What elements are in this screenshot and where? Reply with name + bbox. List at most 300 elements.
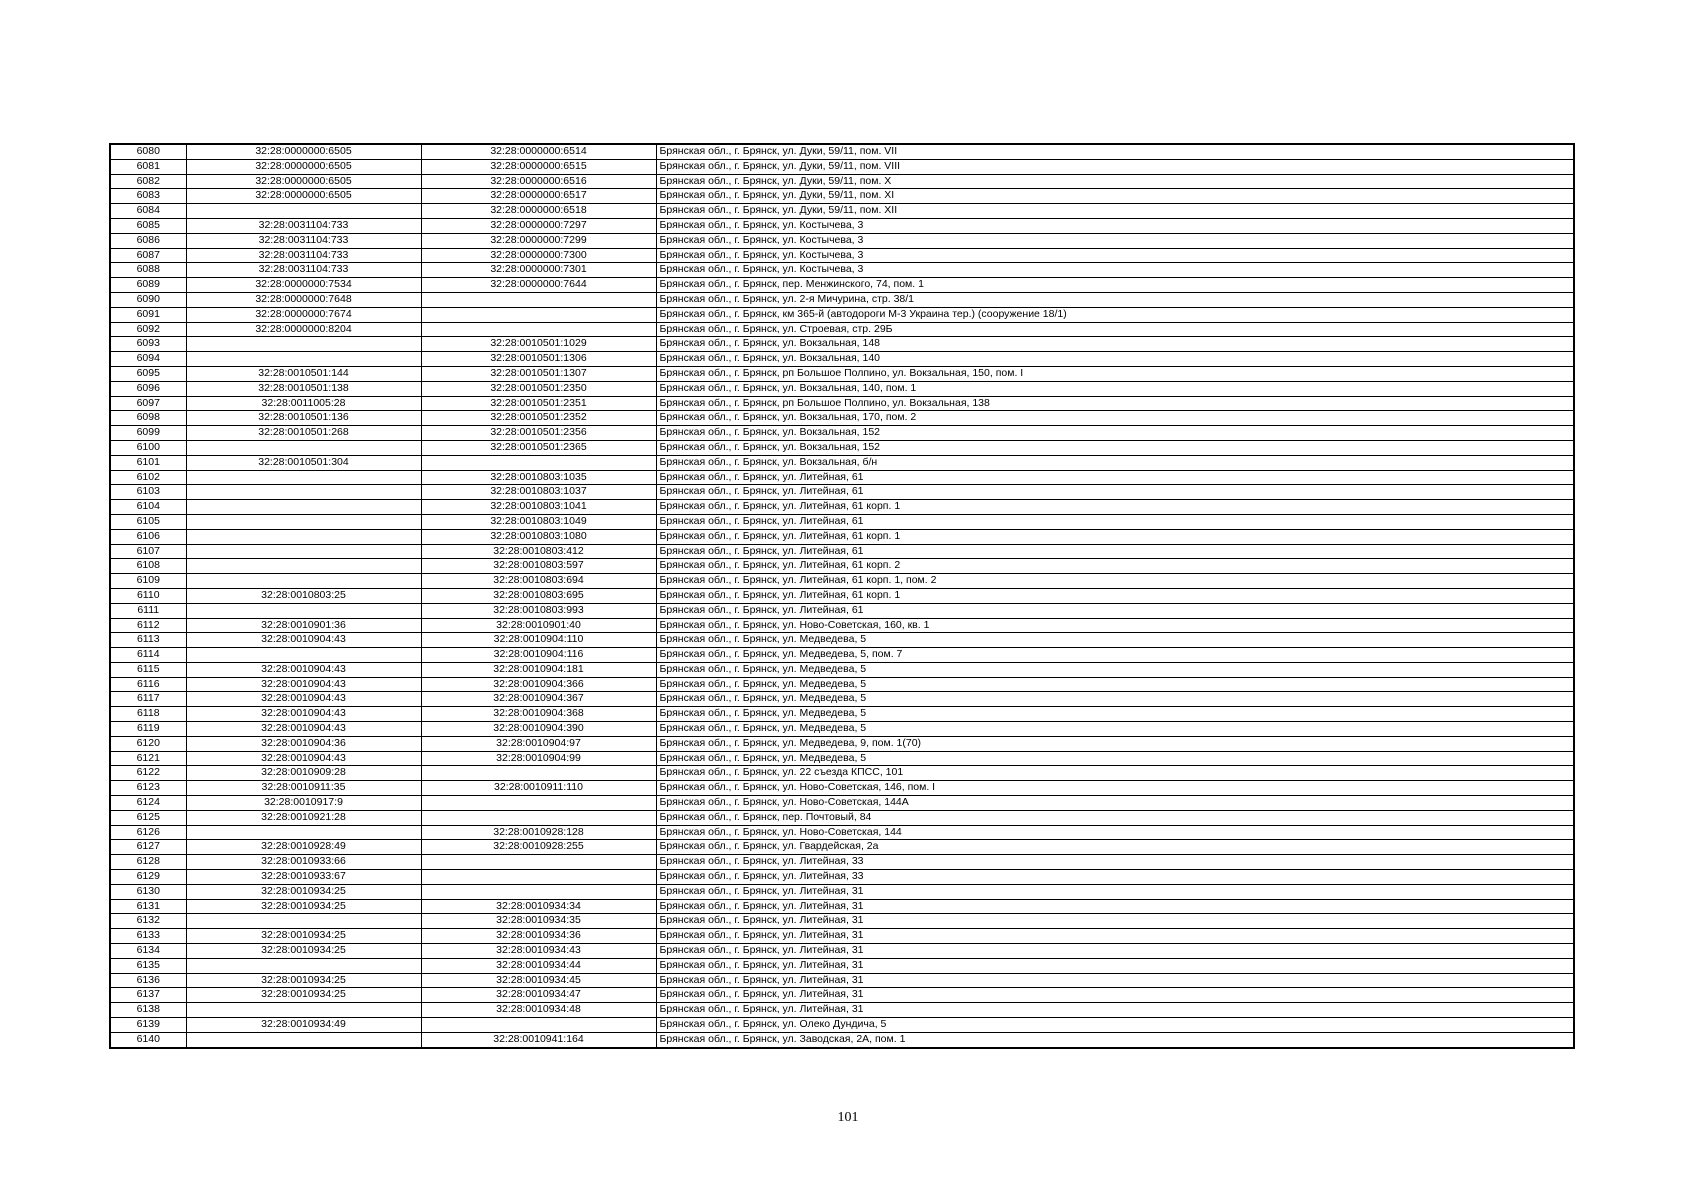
row-number-cell: 6131 bbox=[110, 899, 186, 914]
table-row bbox=[110, 810, 1574, 825]
row-number-cell: 6094 bbox=[110, 352, 186, 367]
object-cadastral-number-cell: 32:28:0010901:40 bbox=[421, 618, 656, 633]
object-cadastral-number-cell bbox=[421, 855, 656, 870]
cadastral-number-cell: 32:28:0010904:43 bbox=[186, 722, 421, 737]
row-number-cell: 6127 bbox=[110, 840, 186, 855]
row-number-cell: 6119 bbox=[110, 722, 186, 737]
cadastral-number-cell bbox=[186, 529, 421, 544]
object-cadastral-number-cell: 32:28:0000000:7644 bbox=[421, 278, 656, 293]
cadastral-number-cell: 32:28:0010501:138 bbox=[186, 381, 421, 396]
row-number-cell: 6134 bbox=[110, 944, 186, 959]
address-cell: Брянская обл., г. Брянск, пер. Почтовый, 84 bbox=[656, 810, 1574, 825]
row-number-cell: 6103 bbox=[110, 485, 186, 500]
address-cell: Брянская обл., г. Брянск, ул. Ново-Советская, 144А bbox=[656, 796, 1574, 811]
address-cell: Брянская обл., г. Брянск, ул. Литейная, 61 корп. 1 bbox=[656, 588, 1574, 603]
cadastral-number-cell: 32:28:0031104:733 bbox=[186, 248, 421, 263]
row-number-cell: 6109 bbox=[110, 574, 186, 589]
table-row bbox=[110, 588, 1574, 603]
object-cadastral-number-cell: 32:28:0010501:2350 bbox=[421, 381, 656, 396]
table-row bbox=[110, 603, 1574, 618]
table-row bbox=[110, 144, 1574, 159]
address-cell: Брянская обл., г. Брянск, ул. Литейная, 61 bbox=[656, 544, 1574, 559]
cadastral-number-cell: 32:28:0000000:7648 bbox=[186, 292, 421, 307]
row-number-cell: 6100 bbox=[110, 440, 186, 455]
object-cadastral-number-cell: 32:28:0010501:1029 bbox=[421, 337, 656, 352]
address-cell: Брянская обл., г. Брянск, ул. Литейная, 61 bbox=[656, 514, 1574, 529]
page-number: 101 bbox=[837, 1110, 859, 1125]
cadastral-number-cell bbox=[186, 440, 421, 455]
object-cadastral-number-cell: 32:28:0010904:390 bbox=[421, 722, 656, 737]
object-cadastral-number-cell: 32:28:0010904:110 bbox=[421, 633, 656, 648]
cadastral-number-cell bbox=[186, 574, 421, 589]
cadastral-number-cell bbox=[186, 648, 421, 663]
table-row bbox=[110, 470, 1574, 485]
address-cell: Брянская обл., г. Брянск, ул. Литейная, 31 bbox=[656, 988, 1574, 1003]
object-cadastral-number-cell: 32:28:0010934:43 bbox=[421, 944, 656, 959]
address-cell: Брянская обл., г. Брянск, ул. Литейная, 33 bbox=[656, 855, 1574, 870]
object-cadastral-number-cell: 32:28:0000000:7299 bbox=[421, 233, 656, 248]
table-row bbox=[110, 692, 1574, 707]
address-cell: Брянская обл., г. Брянск, ул. Медведева, 5 bbox=[656, 692, 1574, 707]
table-row bbox=[110, 559, 1574, 574]
row-number-cell: 6110 bbox=[110, 588, 186, 603]
cadastral-number-cell: 32:28:0010501:268 bbox=[186, 426, 421, 441]
row-number-cell: 6088 bbox=[110, 263, 186, 278]
row-number-cell: 6135 bbox=[110, 958, 186, 973]
address-cell: Брянская обл., г. Брянск, ул. Строевая, стр. 29Б bbox=[656, 322, 1574, 337]
address-cell: Брянская обл., г. Брянск, рп Большое Полпино, ул. Вокзальная, 150, пом. I bbox=[656, 366, 1574, 381]
table-row bbox=[110, 648, 1574, 663]
object-cadastral-number-cell: 32:28:0010803:1049 bbox=[421, 514, 656, 529]
cadastral-number-cell: 32:28:0010904:43 bbox=[186, 751, 421, 766]
object-cadastral-number-cell bbox=[421, 766, 656, 781]
object-cadastral-number-cell bbox=[421, 796, 656, 811]
address-cell: Брянская обл., г. Брянск, ул. Вокзальная, 140, пом. 1 bbox=[656, 381, 1574, 396]
address-cell: Брянская обл., г. Брянск, ул. Медведева, 5 bbox=[656, 662, 1574, 677]
row-number-cell: 6129 bbox=[110, 870, 186, 885]
row-number-cell: 6115 bbox=[110, 662, 186, 677]
table-row bbox=[110, 455, 1574, 470]
table-row bbox=[110, 722, 1574, 737]
address-cell: Брянская обл., г. Брянск, ул. Заводская, 2А, пом. 1 bbox=[656, 1032, 1574, 1047]
row-number-cell: 6114 bbox=[110, 648, 186, 663]
table-row bbox=[110, 958, 1574, 973]
row-number-cell: 6117 bbox=[110, 692, 186, 707]
row-number-cell: 6123 bbox=[110, 781, 186, 796]
table-row bbox=[110, 366, 1574, 381]
address-cell: Брянская обл., г. Брянск, ул. Медведева, 5 bbox=[656, 751, 1574, 766]
table-row bbox=[110, 411, 1574, 426]
row-number-cell: 6090 bbox=[110, 292, 186, 307]
cadastral-number-cell: 32:28:0010904:43 bbox=[186, 633, 421, 648]
table-row bbox=[110, 189, 1574, 204]
object-cadastral-number-cell: 32:28:0000000:6515 bbox=[421, 159, 656, 174]
object-cadastral-number-cell: 32:28:0010803:694 bbox=[421, 574, 656, 589]
table-row bbox=[110, 870, 1574, 885]
address-cell: Брянская обл., г. Брянск, ул. Литейная, 33 bbox=[656, 870, 1574, 885]
address-cell: Брянская обл., г. Брянск, ул. Костычева, 3 bbox=[656, 248, 1574, 263]
table-row bbox=[110, 500, 1574, 515]
cadastral-number-cell: 32:28:0010934:25 bbox=[186, 988, 421, 1003]
address-cell: Брянская обл., г. Брянск, ул. Литейная, 61 корп. 2 bbox=[656, 559, 1574, 574]
cadastral-number-cell bbox=[186, 603, 421, 618]
object-cadastral-number-cell: 32:28:0010501:1307 bbox=[421, 366, 656, 381]
object-cadastral-number-cell: 32:28:0010934:35 bbox=[421, 914, 656, 929]
cadastral-number-cell: 32:28:0000000:7534 bbox=[186, 278, 421, 293]
cadastral-number-cell: 32:28:0010904:43 bbox=[186, 707, 421, 722]
object-cadastral-number-cell: 32:28:0010934:48 bbox=[421, 1003, 656, 1018]
cadastral-number-cell bbox=[186, 352, 421, 367]
object-cadastral-number-cell: 32:28:0010803:597 bbox=[421, 559, 656, 574]
row-number-cell: 6140 bbox=[110, 1032, 186, 1047]
table-row bbox=[110, 855, 1574, 870]
cadastral-number-cell: 32:28:0010501:304 bbox=[186, 455, 421, 470]
address-cell: Брянская обл., г. Брянск, ул. Медведева, 5 bbox=[656, 707, 1574, 722]
object-cadastral-number-cell: 32:28:0010904:181 bbox=[421, 662, 656, 677]
cadastral-number-cell bbox=[186, 514, 421, 529]
table-row bbox=[110, 204, 1574, 219]
table-row bbox=[110, 322, 1574, 337]
cadastral-number-cell: 32:28:0000000:6505 bbox=[186, 144, 421, 159]
object-cadastral-number-cell bbox=[421, 292, 656, 307]
row-number-cell: 6083 bbox=[110, 189, 186, 204]
object-cadastral-number-cell: 32:28:0000000:6517 bbox=[421, 189, 656, 204]
table-row bbox=[110, 766, 1574, 781]
cadastral-number-cell: 32:28:0031104:733 bbox=[186, 218, 421, 233]
row-number-cell: 6137 bbox=[110, 988, 186, 1003]
object-cadastral-number-cell: 32:28:0010803:695 bbox=[421, 588, 656, 603]
object-cadastral-number-cell: 32:28:0000000:6516 bbox=[421, 174, 656, 189]
cadastral-number-cell: 32:28:0031104:733 bbox=[186, 233, 421, 248]
cadastral-number-cell: 32:28:0011005:28 bbox=[186, 396, 421, 411]
row-number-cell: 6132 bbox=[110, 914, 186, 929]
row-number-cell: 6087 bbox=[110, 248, 186, 263]
object-cadastral-number-cell bbox=[421, 810, 656, 825]
table-row bbox=[110, 677, 1574, 692]
address-cell: Брянская обл., г. Брянск, ул. Литейная, 31 bbox=[656, 929, 1574, 944]
row-number-cell: 6101 bbox=[110, 455, 186, 470]
table-row bbox=[110, 514, 1574, 529]
table-row bbox=[110, 278, 1574, 293]
cadastral-number-cell: 32:28:0010909:28 bbox=[186, 766, 421, 781]
table-row bbox=[110, 381, 1574, 396]
row-number-cell: 6085 bbox=[110, 218, 186, 233]
cadastral-number-cell: 32:28:0010917:9 bbox=[186, 796, 421, 811]
address-cell: Брянская обл., г. Брянск, ул. Олеко Дундича, 5 bbox=[656, 1018, 1574, 1033]
row-number-cell: 6112 bbox=[110, 618, 186, 633]
object-cadastral-number-cell: 32:28:0010904:367 bbox=[421, 692, 656, 707]
cadastral-number-cell: 32:28:0031104:733 bbox=[186, 263, 421, 278]
address-cell: Брянская обл., г. Брянск, км 365-й (автодороги М-3 Украина тер.) (сооружение 18/1) bbox=[656, 307, 1574, 322]
row-number-cell: 6096 bbox=[110, 381, 186, 396]
cadastral-number-cell bbox=[186, 825, 421, 840]
object-cadastral-number-cell: 32:28:0010501:2365 bbox=[421, 440, 656, 455]
cadastral-number-cell bbox=[186, 1032, 421, 1047]
cadastral-number-cell bbox=[186, 337, 421, 352]
address-cell: Брянская обл., г. Брянск, ул. Вокзальная, 152 bbox=[656, 426, 1574, 441]
address-cell: Брянская обл., г. Брянск, ул. Литейная, 61 bbox=[656, 470, 1574, 485]
object-cadastral-number-cell: 32:28:0010803:412 bbox=[421, 544, 656, 559]
row-number-cell: 6082 bbox=[110, 174, 186, 189]
registry-table-body bbox=[110, 144, 1574, 1048]
cadastral-number-cell: 32:28:0010501:144 bbox=[186, 366, 421, 381]
object-cadastral-number-cell: 32:28:0010934:47 bbox=[421, 988, 656, 1003]
table-row bbox=[110, 1003, 1574, 1018]
row-number-cell: 6139 bbox=[110, 1018, 186, 1033]
row-number-cell: 6098 bbox=[110, 411, 186, 426]
row-number-cell: 6102 bbox=[110, 470, 186, 485]
row-number-cell: 6105 bbox=[110, 514, 186, 529]
address-cell: Брянская обл., г. Брянск, ул. Ново-Советская, 144 bbox=[656, 825, 1574, 840]
address-cell: Брянская обл., г. Брянск, пер. Менжинского, 74, пом. 1 bbox=[656, 278, 1574, 293]
object-cadastral-number-cell bbox=[421, 1018, 656, 1033]
row-number-cell: 6116 bbox=[110, 677, 186, 692]
address-cell: Брянская обл., г. Брянск, ул. Литейная, 61 bbox=[656, 603, 1574, 618]
address-cell: Брянская обл., г. Брянск, ул. Медведева, 5 bbox=[656, 677, 1574, 692]
table-row bbox=[110, 944, 1574, 959]
row-number-cell: 6106 bbox=[110, 529, 186, 544]
row-number-cell: 6121 bbox=[110, 751, 186, 766]
table-row bbox=[110, 396, 1574, 411]
table-row bbox=[110, 988, 1574, 1003]
row-number-cell: 6130 bbox=[110, 884, 186, 899]
object-cadastral-number-cell: 32:28:0010934:36 bbox=[421, 929, 656, 944]
table-row bbox=[110, 159, 1574, 174]
object-cadastral-number-cell: 32:28:0010934:44 bbox=[421, 958, 656, 973]
address-cell: Брянская обл., г. Брянск, ул. Вокзальная, б/н bbox=[656, 455, 1574, 470]
address-cell: Брянская обл., г. Брянск, ул. Вокзальная, 140 bbox=[656, 352, 1574, 367]
object-cadastral-number-cell bbox=[421, 455, 656, 470]
table-row bbox=[110, 1018, 1574, 1033]
address-cell: Брянская обл., г. Брянск, ул. Вокзальная, 152 bbox=[656, 440, 1574, 455]
object-cadastral-number-cell: 32:28:0010803:1041 bbox=[421, 500, 656, 515]
row-number-cell: 6138 bbox=[110, 1003, 186, 1018]
cadastral-number-cell: 32:28:0010934:25 bbox=[186, 973, 421, 988]
cadastral-number-cell: 32:28:0010904:43 bbox=[186, 692, 421, 707]
address-cell: Брянская обл., г. Брянск, ул. 2-я Мичурина, стр. 38/1 bbox=[656, 292, 1574, 307]
cadastral-number-cell bbox=[186, 559, 421, 574]
cadastral-number-cell: 32:28:0010934:25 bbox=[186, 929, 421, 944]
table-row bbox=[110, 174, 1574, 189]
address-cell: Брянская обл., г. Брянск, ул. Костычева, 3 bbox=[656, 218, 1574, 233]
address-cell: Брянская обл., г. Брянск, ул. Ново-Советская, 146, пом. I bbox=[656, 781, 1574, 796]
cadastral-number-cell: 32:28:0000000:8204 bbox=[186, 322, 421, 337]
object-cadastral-number-cell: 32:28:0000000:7301 bbox=[421, 263, 656, 278]
row-number-cell: 6124 bbox=[110, 796, 186, 811]
table-row bbox=[110, 248, 1574, 263]
row-number-cell: 6089 bbox=[110, 278, 186, 293]
address-cell: Брянская обл., г. Брянск, ул. Вокзальная, 148 bbox=[656, 337, 1574, 352]
row-number-cell: 6091 bbox=[110, 307, 186, 322]
cadastral-number-cell: 32:28:0010933:67 bbox=[186, 870, 421, 885]
object-cadastral-number-cell: 32:28:0010501:2356 bbox=[421, 426, 656, 441]
table-row bbox=[110, 485, 1574, 500]
address-cell: Брянская обл., г. Брянск, ул. Медведева, 5, пом. 7 bbox=[656, 648, 1574, 663]
registry-sheet bbox=[109, 143, 1573, 1049]
address-cell: Брянская обл., г. Брянск, ул. Литейная, 31 bbox=[656, 958, 1574, 973]
row-number-cell: 6086 bbox=[110, 233, 186, 248]
row-number-cell: 6128 bbox=[110, 855, 186, 870]
object-cadastral-number-cell bbox=[421, 307, 656, 322]
object-cadastral-number-cell: 32:28:0000000:7300 bbox=[421, 248, 656, 263]
table-row bbox=[110, 884, 1574, 899]
row-number-cell: 6104 bbox=[110, 500, 186, 515]
address-cell: Брянская обл., г. Брянск, ул. Костычева, 3 bbox=[656, 233, 1574, 248]
table-row bbox=[110, 633, 1574, 648]
table-row bbox=[110, 574, 1574, 589]
cadastral-number-cell bbox=[186, 544, 421, 559]
cadastral-number-cell: 32:28:0010928:49 bbox=[186, 840, 421, 855]
cadastral-number-cell bbox=[186, 958, 421, 973]
address-cell: Брянская обл., г. Брянск, ул. Вокзальная, 170, пом. 2 bbox=[656, 411, 1574, 426]
table-row bbox=[110, 840, 1574, 855]
address-cell: Брянская обл., г. Брянск, ул. Литейная, 31 bbox=[656, 899, 1574, 914]
table-row bbox=[110, 825, 1574, 840]
address-cell: Брянская обл., г. Брянск, ул. Гвардейская, 2а bbox=[656, 840, 1574, 855]
object-cadastral-number-cell: 32:28:0010904:97 bbox=[421, 736, 656, 751]
object-cadastral-number-cell: 32:28:0010803:1037 bbox=[421, 485, 656, 500]
row-number-cell: 6107 bbox=[110, 544, 186, 559]
table-row bbox=[110, 337, 1574, 352]
cadastral-number-cell: 32:28:0010934:25 bbox=[186, 944, 421, 959]
address-cell: Брянская обл., г. Брянск, ул. Костычева, 3 bbox=[656, 263, 1574, 278]
cadastral-number-cell bbox=[186, 1003, 421, 1018]
object-cadastral-number-cell bbox=[421, 884, 656, 899]
address-cell: Брянская обл., г. Брянск, ул. Дуки, 59/11, пом. VIII bbox=[656, 159, 1574, 174]
address-cell: Брянская обл., г. Брянск, ул. Дуки, 59/11, пом. VII bbox=[656, 144, 1574, 159]
object-cadastral-number-cell: 32:28:0010803:993 bbox=[421, 603, 656, 618]
table-row bbox=[110, 352, 1574, 367]
table-row bbox=[110, 796, 1574, 811]
cadastral-number-cell bbox=[186, 204, 421, 219]
row-number-cell: 6080 bbox=[110, 144, 186, 159]
address-cell: Брянская обл., г. Брянск, ул. Литейная, 31 bbox=[656, 914, 1574, 929]
object-cadastral-number-cell: 32:28:0000000:6518 bbox=[421, 204, 656, 219]
cadastral-number-cell: 32:28:0010921:28 bbox=[186, 810, 421, 825]
address-cell: Брянская обл., г. Брянск, ул. Литейная, 61 bbox=[656, 485, 1574, 500]
address-cell: Брянская обл., г. Брянск, ул. Литейная, 31 bbox=[656, 944, 1574, 959]
row-number-cell: 6097 bbox=[110, 396, 186, 411]
cadastral-number-cell bbox=[186, 485, 421, 500]
row-number-cell: 6093 bbox=[110, 337, 186, 352]
cadastral-number-cell: 32:28:0010501:136 bbox=[186, 411, 421, 426]
table-row bbox=[110, 218, 1574, 233]
row-number-cell: 6111 bbox=[110, 603, 186, 618]
address-cell: Брянская обл., г. Брянск, ул. Дуки, 59/11, пом. XII bbox=[656, 204, 1574, 219]
row-number-cell: 6095 bbox=[110, 366, 186, 381]
table-row bbox=[110, 292, 1574, 307]
table-row bbox=[110, 751, 1574, 766]
object-cadastral-number-cell: 32:28:0010904:116 bbox=[421, 648, 656, 663]
object-cadastral-number-cell: 32:28:0010928:128 bbox=[421, 825, 656, 840]
object-cadastral-number-cell: 32:28:0010904:366 bbox=[421, 677, 656, 692]
cadastral-number-cell: 32:28:0010904:43 bbox=[186, 662, 421, 677]
table-row bbox=[110, 662, 1574, 677]
row-number-cell: 6081 bbox=[110, 159, 186, 174]
object-cadastral-number-cell: 32:28:0010928:255 bbox=[421, 840, 656, 855]
object-cadastral-number-cell: 32:28:0000000:6514 bbox=[421, 144, 656, 159]
row-number-cell: 6120 bbox=[110, 736, 186, 751]
address-cell: Брянская обл., г. Брянск, ул. Медведева, 5 bbox=[656, 722, 1574, 737]
cadastral-number-cell bbox=[186, 470, 421, 485]
object-cadastral-number-cell bbox=[421, 322, 656, 337]
row-number-cell: 6133 bbox=[110, 929, 186, 944]
table-row bbox=[110, 263, 1574, 278]
cadastral-number-cell: 32:28:0010803:25 bbox=[186, 588, 421, 603]
object-cadastral-number-cell bbox=[421, 870, 656, 885]
cadastral-number-cell: 32:28:0010934:25 bbox=[186, 899, 421, 914]
address-cell: Брянская обл., г. Брянск, рп Большое Полпино, ул. Вокзальная, 138 bbox=[656, 396, 1574, 411]
cadastral-number-cell bbox=[186, 500, 421, 515]
registry-table bbox=[109, 143, 1575, 1049]
row-number-cell: 6113 bbox=[110, 633, 186, 648]
table-row bbox=[110, 781, 1574, 796]
cadastral-number-cell: 32:28:0010904:43 bbox=[186, 677, 421, 692]
table-row bbox=[110, 618, 1574, 633]
object-cadastral-number-cell: 32:28:0010941:164 bbox=[421, 1032, 656, 1047]
object-cadastral-number-cell: 32:28:0010904:368 bbox=[421, 707, 656, 722]
object-cadastral-number-cell: 32:28:0010803:1080 bbox=[421, 529, 656, 544]
table-row bbox=[110, 426, 1574, 441]
table-row bbox=[110, 440, 1574, 455]
cadastral-number-cell: 32:28:0010934:49 bbox=[186, 1018, 421, 1033]
address-cell: Брянская обл., г. Брянск, ул. Литейная, 31 bbox=[656, 884, 1574, 899]
table-row bbox=[110, 973, 1574, 988]
row-number-cell: 6099 bbox=[110, 426, 186, 441]
table-row bbox=[110, 914, 1574, 929]
row-number-cell: 6118 bbox=[110, 707, 186, 722]
table-row bbox=[110, 736, 1574, 751]
object-cadastral-number-cell: 32:28:0010501:2351 bbox=[421, 396, 656, 411]
object-cadastral-number-cell: 32:28:0010934:34 bbox=[421, 899, 656, 914]
address-cell: Брянская обл., г. Брянск, ул. Литейная, 61 корп. 1 bbox=[656, 529, 1574, 544]
cadastral-number-cell: 32:28:0010933:66 bbox=[186, 855, 421, 870]
table-row bbox=[110, 233, 1574, 248]
cadastral-number-cell: 32:28:0010911:35 bbox=[186, 781, 421, 796]
address-cell: Брянская обл., г. Брянск, ул. Литейная, 31 bbox=[656, 973, 1574, 988]
cadastral-number-cell: 32:28:0000000:7674 bbox=[186, 307, 421, 322]
row-number-cell: 6122 bbox=[110, 766, 186, 781]
table-row bbox=[110, 899, 1574, 914]
object-cadastral-number-cell: 32:28:0010934:45 bbox=[421, 973, 656, 988]
object-cadastral-number-cell: 32:28:0010904:99 bbox=[421, 751, 656, 766]
table-row bbox=[110, 307, 1574, 322]
row-number-cell: 6092 bbox=[110, 322, 186, 337]
address-cell: Брянская обл., г. Брянск, ул. Ново-Советская, 160, кв. 1 bbox=[656, 618, 1574, 633]
table-row bbox=[110, 1032, 1574, 1047]
address-cell: Брянская обл., г. Брянск, ул. Литейная, 31 bbox=[656, 1003, 1574, 1018]
cadastral-number-cell: 32:28:0000000:6505 bbox=[186, 159, 421, 174]
object-cadastral-number-cell: 32:28:0010911:110 bbox=[421, 781, 656, 796]
row-number-cell: 6125 bbox=[110, 810, 186, 825]
row-number-cell: 6126 bbox=[110, 825, 186, 840]
address-cell: Брянская обл., г. Брянск, ул. Литейная, 61 корп. 1, пом. 2 bbox=[656, 574, 1574, 589]
object-cadastral-number-cell: 32:28:0010501:2352 bbox=[421, 411, 656, 426]
object-cadastral-number-cell: 32:28:0000000:7297 bbox=[421, 218, 656, 233]
table-row bbox=[110, 707, 1574, 722]
address-cell: Брянская обл., г. Брянск, ул. Медведева, 9, пом. 1(70) bbox=[656, 736, 1574, 751]
row-number-cell: 6136 bbox=[110, 973, 186, 988]
cadastral-number-cell: 32:28:0000000:6505 bbox=[186, 189, 421, 204]
cadastral-number-cell: 32:28:0000000:6505 bbox=[186, 174, 421, 189]
address-cell: Брянская обл., г. Брянск, ул. Дуки, 59/11, пом. X bbox=[656, 174, 1574, 189]
address-cell: Брянская обл., г. Брянск, ул. Медведева, 5 bbox=[656, 633, 1574, 648]
address-cell: Брянская обл., г. Брянск, ул. 22 съезда КПСС, 101 bbox=[656, 766, 1574, 781]
object-cadastral-number-cell: 32:28:0010803:1035 bbox=[421, 470, 656, 485]
cadastral-number-cell bbox=[186, 914, 421, 929]
row-number-cell: 6108 bbox=[110, 559, 186, 574]
table-row bbox=[110, 929, 1574, 944]
